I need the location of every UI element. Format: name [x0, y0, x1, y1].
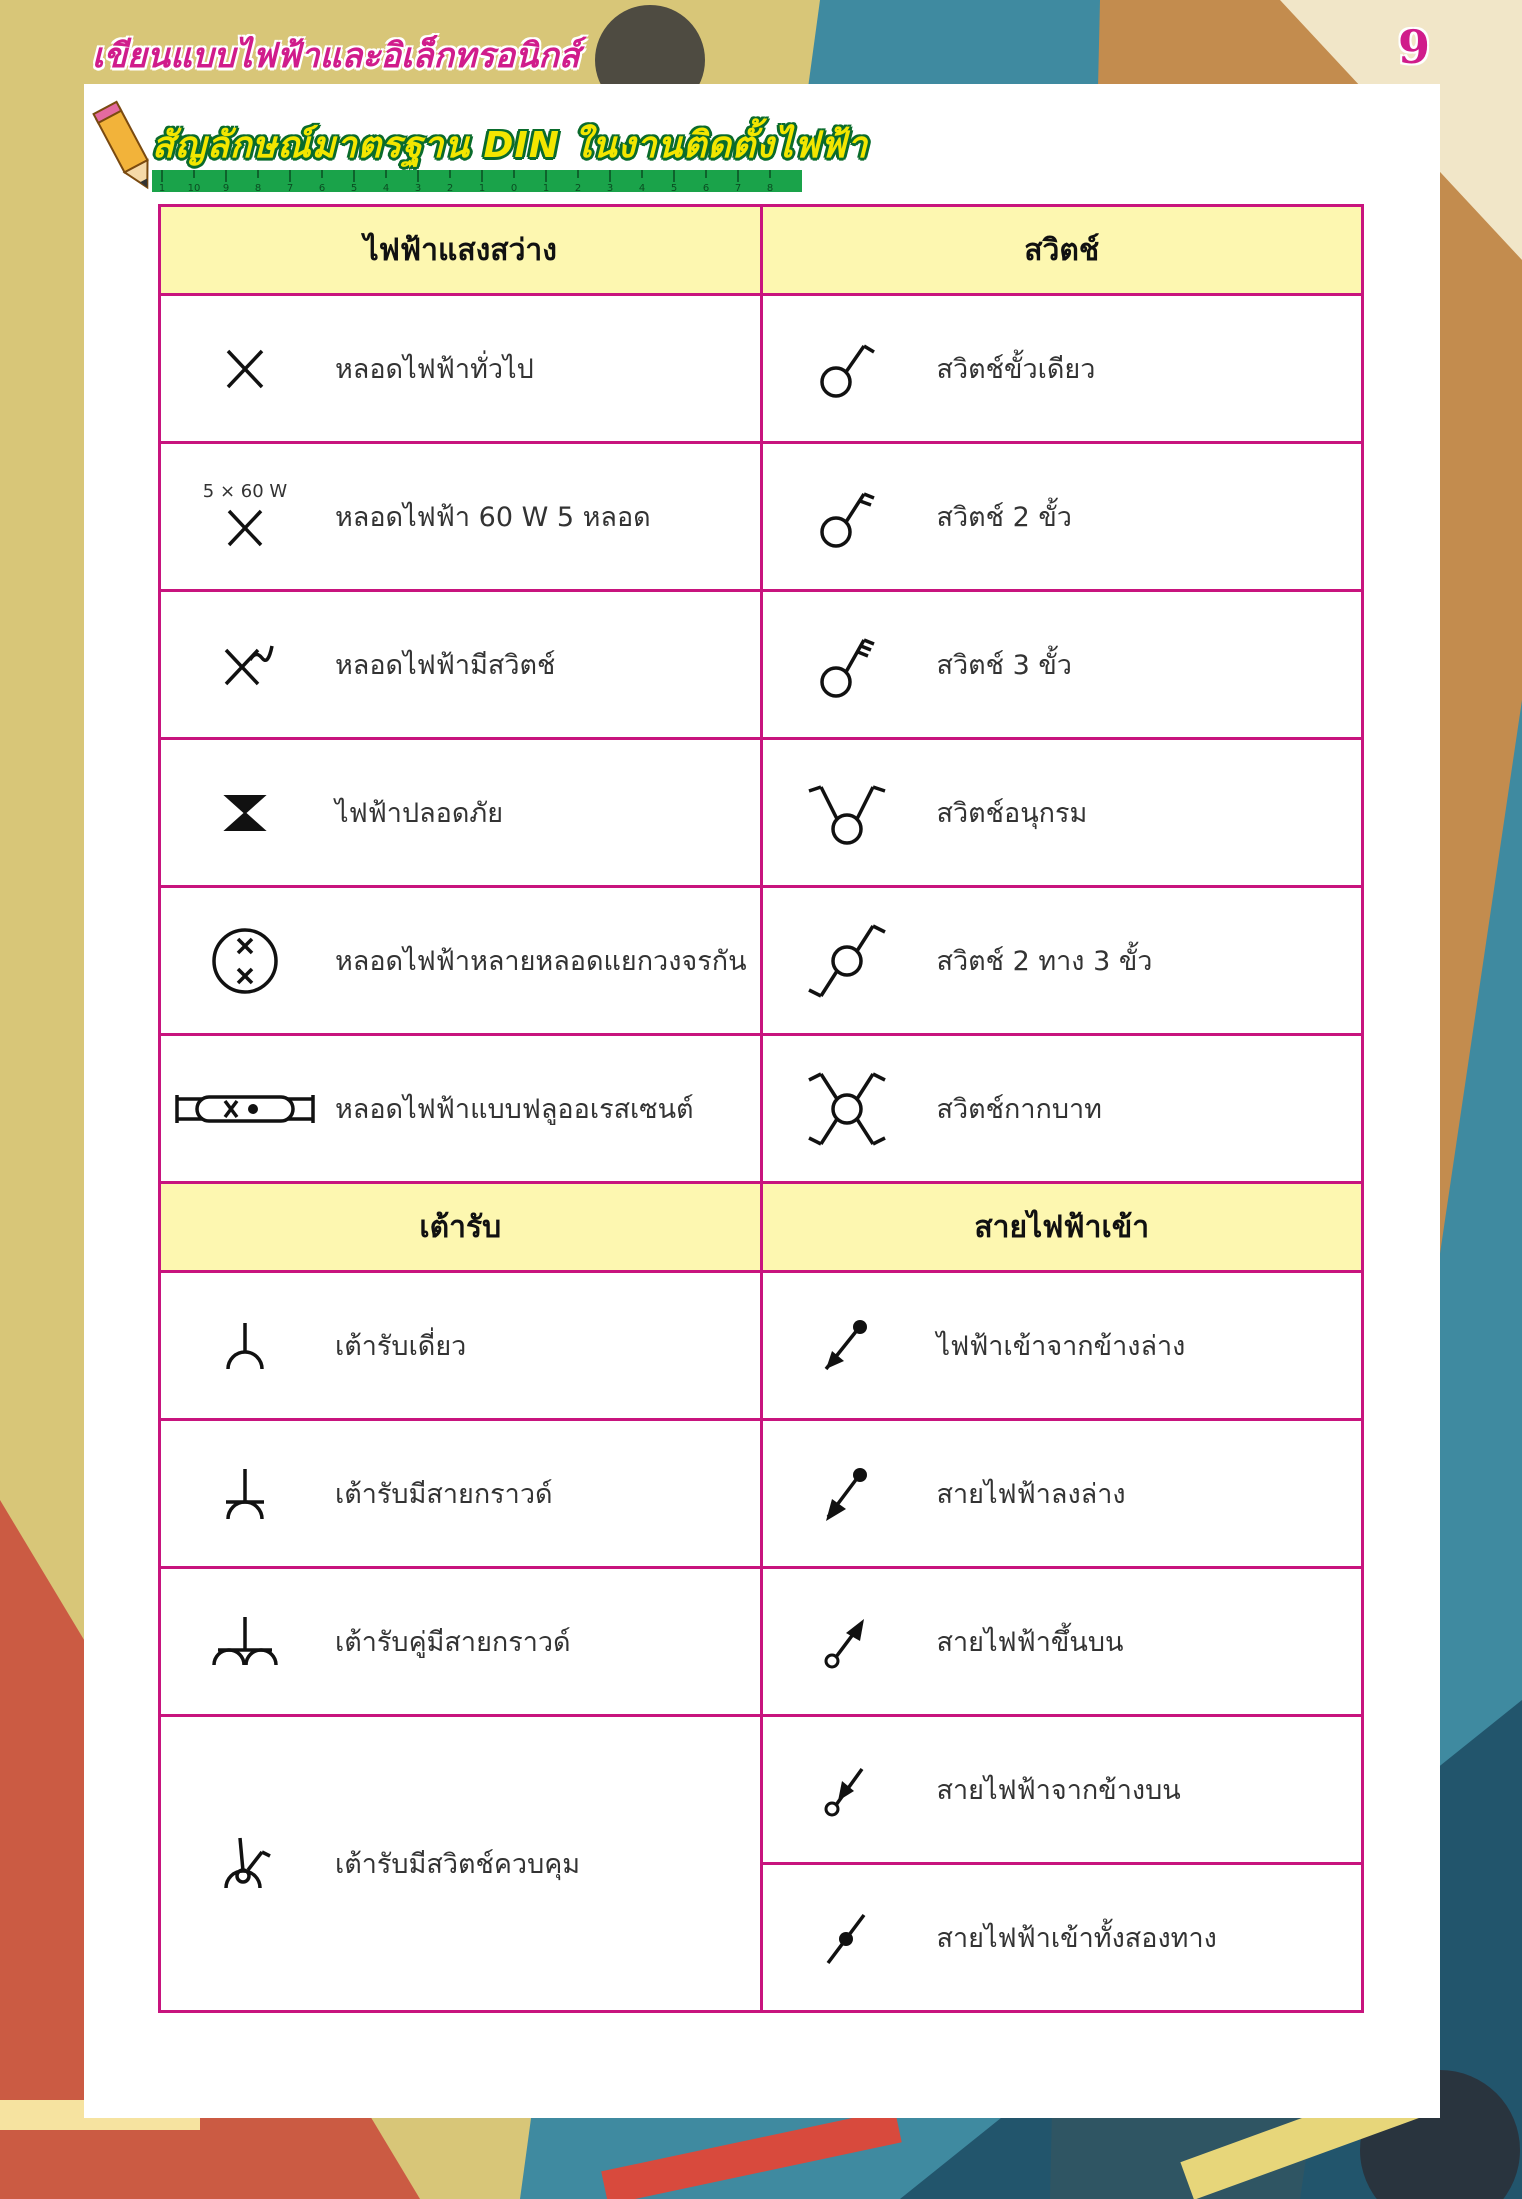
group-title-switches: สวิตช์ [761, 206, 1363, 295]
symbol-label: หลอดไฟฟ้า 60 W 5 หลอด [335, 502, 651, 533]
page-number: 9 [1398, 20, 1431, 74]
double-earthed-socket-icon [200, 1607, 290, 1677]
table-row [160, 739, 1363, 887]
symbol-label: สวิตช์อนุกรม [936, 798, 1088, 829]
two-pole-switch-icon [802, 482, 892, 552]
table-row [160, 591, 1363, 739]
group-title-sockets: เต้ารับ [160, 1183, 762, 1272]
ruler-mark: 1 [158, 183, 166, 194]
single-pole-switch-icon [802, 334, 892, 404]
symbol-label: สวิตช์ 2 ขั้ว [936, 502, 1072, 533]
earthed-socket-icon [200, 1459, 290, 1529]
multi-lamp-icon [200, 921, 290, 1001]
lamp-icon [200, 334, 290, 404]
table-row [160, 887, 1363, 1035]
ruler-mark: 6 [702, 183, 710, 194]
ruler-mark: 2 [574, 183, 582, 194]
lamp-rating-text: 5 × 60 W [202, 480, 288, 502]
symbol-label: หลอดไฟฟ้าหลายหลอดแยกวงจรกัน [335, 946, 747, 977]
symbol-label: สวิตช์ 2 ทาง 3 ขั้ว [936, 946, 1153, 977]
ruler-mark: 2 [446, 183, 454, 194]
table-row [160, 295, 1363, 443]
symbol-label: หลอดไฟฟ้าทั่วไป [335, 354, 534, 385]
ruler-mark: 8 [254, 183, 262, 194]
ruler-mark: 9 [222, 183, 230, 194]
ruler-mark: 7 [286, 183, 294, 194]
three-pole-switch-icon [802, 630, 892, 700]
symbol-label: เต้ารับคู่มีสายกราวด์ [335, 1627, 571, 1658]
symbol-label: สวิตช์ขั้วเดียว [936, 354, 1096, 385]
section-heading-banner [92, 98, 869, 198]
feed-from-below-icon [802, 1311, 892, 1381]
book-title: เขียนแบบไฟฟ้าและอิเล็กทรอนิกส์ [92, 36, 580, 76]
ruler-mark: 7 [734, 183, 742, 194]
symbol-label: สายไฟฟ้าจากข้างบน [936, 1775, 1181, 1806]
symbol-label: สวิตช์ 3 ขั้ว [936, 650, 1072, 681]
din-symbols-table [158, 204, 1364, 2013]
table-row [160, 1716, 1363, 1864]
ruler-mark: 5 [350, 183, 358, 194]
feed-both-ways-icon [802, 1903, 892, 1973]
ruler-mark: 3 [414, 183, 422, 194]
symbol-label: หลอดไฟฟ้าแบบฟลูออเรสเซนต์ [335, 1094, 694, 1125]
ruler-mark: 0 [510, 183, 518, 194]
table-row [160, 1272, 1363, 1420]
ruler-mark: 5 [670, 183, 678, 194]
header-row-sockets-feed [160, 1183, 1363, 1272]
header-row-lighting-switches [160, 206, 1363, 295]
line-up-icon [802, 1607, 892, 1677]
ruler-mark: 1 [478, 183, 486, 194]
symbol-label: เต้ารับเดี่ยว [335, 1331, 467, 1362]
ruler-mark: 3 [606, 183, 614, 194]
section-heading: สัญลักษณ์มาตรฐาน DIN ในงานติดตั้งไฟฟ้า [152, 125, 869, 166]
table-row [160, 1420, 1363, 1568]
line-down-icon [802, 1459, 892, 1529]
symbol-label: เต้ารับมีสวิตช์ควบคุม [335, 1849, 581, 1880]
ruler-mark: 6 [318, 183, 326, 194]
table-row [160, 443, 1363, 591]
group-title-lighting: ไฟฟ้าแสงสว่าง [160, 206, 762, 295]
symbol-label: สายไฟฟ้าเข้าทั้งสองทาง [936, 1923, 1217, 1954]
fluorescent-lamp-icon [175, 1079, 315, 1139]
pencil-icon [94, 102, 159, 194]
table-row [160, 1568, 1363, 1716]
feed-from-above-icon [802, 1755, 892, 1825]
symbol-label: สายไฟฟ้าขึ้นบน [936, 1627, 1124, 1658]
symbol-label: ไฟฟ้าเข้าจากข้างล่าง [936, 1331, 1186, 1362]
ruler-mark: 4 [638, 183, 646, 194]
symbol-label: เต้ารับมีสายกราวด์ [335, 1479, 553, 1510]
two-way-switch-icon [797, 916, 897, 1006]
ruler-mark: 1 [542, 183, 550, 194]
cross-switch-icon [797, 1064, 897, 1154]
group-title-feed-lines: สายไฟฟ้าเข้า [761, 1183, 1363, 1272]
safety-light-icon [200, 778, 290, 848]
switched-socket-icon [200, 1824, 290, 1904]
symbol-label: สวิตช์กากบาท [936, 1094, 1102, 1125]
ruler-mark: 10 [187, 183, 201, 194]
lamp-5x60w-icon [185, 477, 305, 557]
ruler-mark: 8 [766, 183, 774, 194]
lamp-with-switch-icon [200, 630, 290, 700]
table-row [160, 1035, 1363, 1183]
series-switch-icon [797, 773, 897, 853]
symbol-label: สายไฟฟ้าลงล่าง [936, 1479, 1126, 1510]
ruler-mark: 4 [382, 183, 390, 194]
symbol-label: ไฟฟ้าปลอดภัย [335, 798, 504, 829]
symbol-label: หลอดไฟฟ้ามีสวิตช์ [335, 650, 556, 681]
single-socket-icon [200, 1311, 290, 1381]
